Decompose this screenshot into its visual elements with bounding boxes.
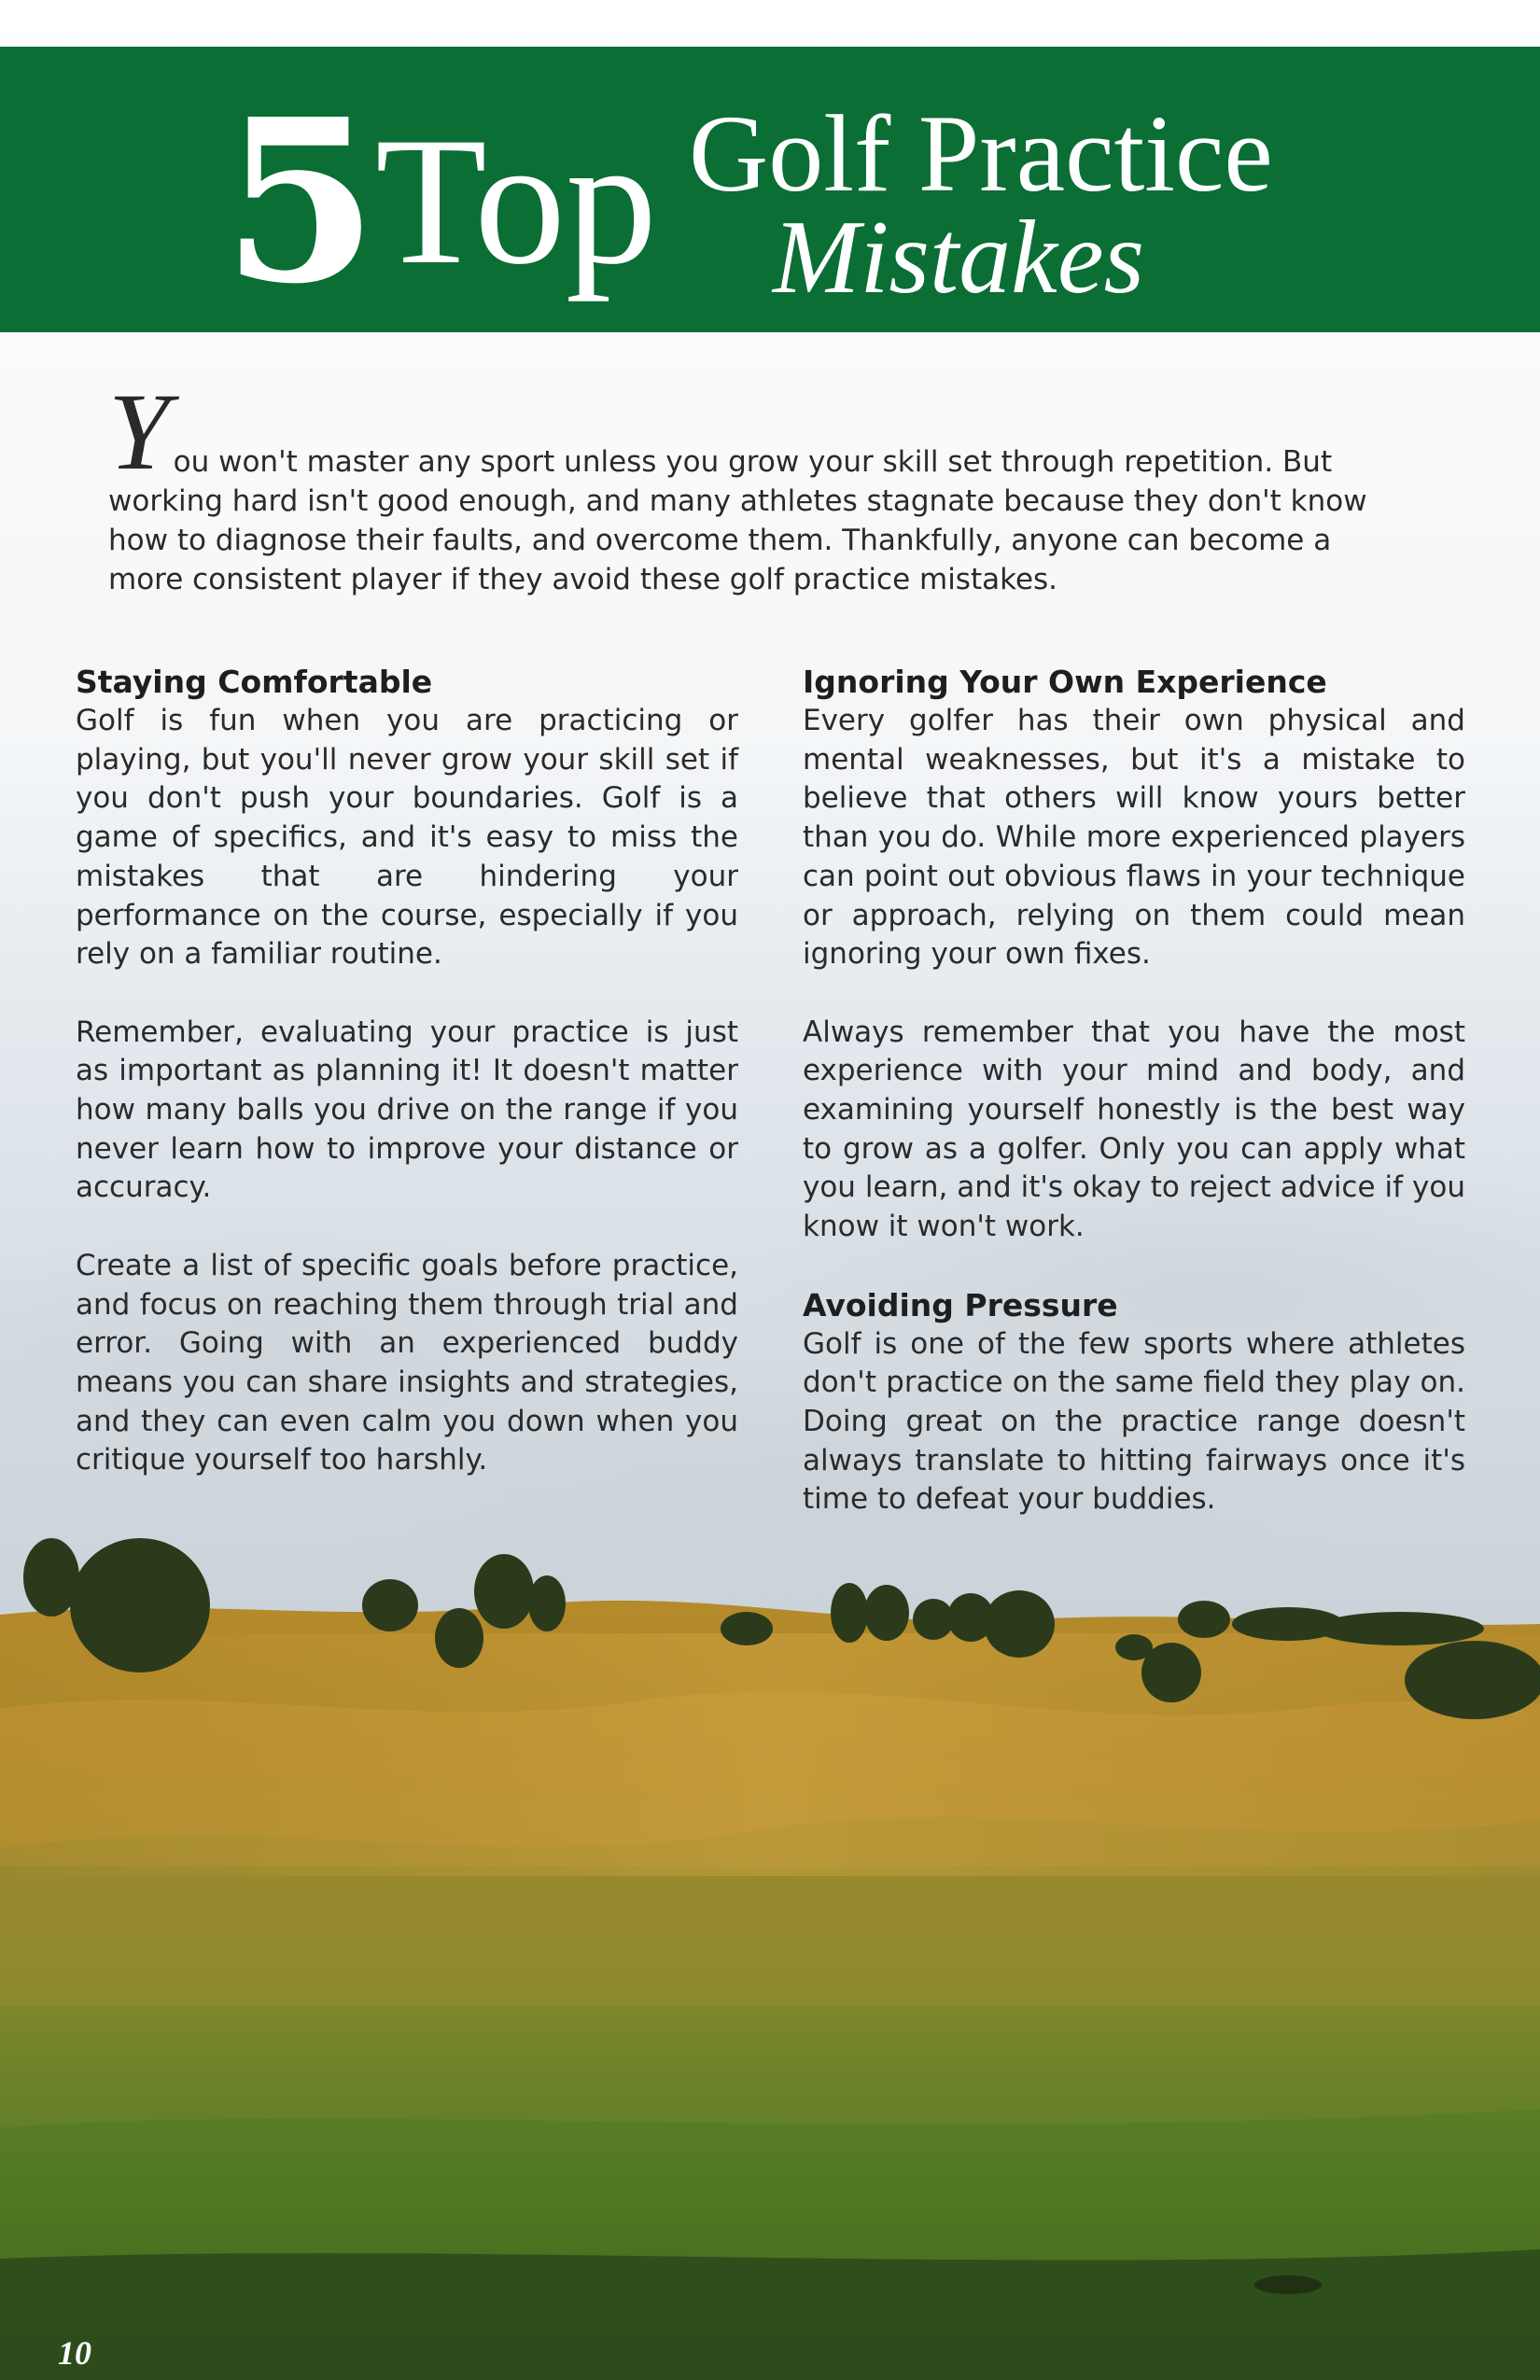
title-line-1: Golf Practice bbox=[689, 92, 1273, 215]
title-line-2: Mistakes bbox=[773, 200, 1145, 315]
title-top-word: Top bbox=[375, 100, 658, 302]
title-number: 5 bbox=[222, 70, 372, 333]
page-number: 10 bbox=[58, 2334, 91, 2372]
left-paragraph-2: Remember, evaluating your practice is just as important as planning it! It doesn't matter how many balls you drive on the range if you never learn how to improve your distance or accuracy. bbox=[76, 1015, 738, 1205]
drop-cap: Y bbox=[108, 371, 170, 493]
heading-avoiding-pressure: Avoiding Pressure bbox=[803, 1286, 1118, 1323]
right-paragraph-1: Every golfer has their own physical and mental weaknesses, but it's a mistake to believe that others will know yours better than you do. While more experienced players can point out obvious flaws in your technique or approach, relying on them could mean ignoring your own fixes. bbox=[803, 704, 1465, 972]
right-paragraph-3: Golf is one of the few sports where athletes don't practice on the same field they play on. Doing great on the practice range doesn't always translate to hitting fairways once it's time to defeat your buddies. bbox=[803, 1326, 1465, 1517]
heading-ignoring-experience: Ignoring Your Own Experience bbox=[803, 664, 1327, 700]
left-paragraph-3: Create a list of specific goals before practice, and focus on reaching them through trial and error. Going with an experienced buddy means you can share insights and strategies, and they can even calm you down when you critique yourself too harshly. bbox=[76, 1248, 738, 1477]
heading-staying-comfortable: Staying Comfortable bbox=[76, 664, 433, 700]
intro-text: ou won't master any sport unless you grow your skill set through repetition. But working hard isn't good enough, and many athletes stagnate because they don't know how to diagnose their faults, and overcome them. Thankfully, anyone can become a more consistent player if they avoid these golf practice mistakes. bbox=[108, 445, 1367, 596]
left-paragraph-1: Golf is fun when you are practicing or playing, but you'll never grow your skill set if you don't push your boundaries. Golf is a game of specifics, and it's easy to miss the mistakes that are hindering your performance on the course, especially if you rely on a familiar routine. bbox=[76, 704, 738, 972]
title-banner bbox=[0, 47, 1540, 332]
right-column bbox=[803, 663, 1465, 1519]
right-paragraph-2: Always remember that you have the most experience with your mind and body, and examining yourself honestly is the best way to grow as a golfer. Only you can apply what you learn, and it's okay to reject advice if you know it won't work. bbox=[803, 1015, 1465, 1244]
intro-paragraph bbox=[108, 371, 1406, 599]
left-column bbox=[76, 663, 738, 1480]
